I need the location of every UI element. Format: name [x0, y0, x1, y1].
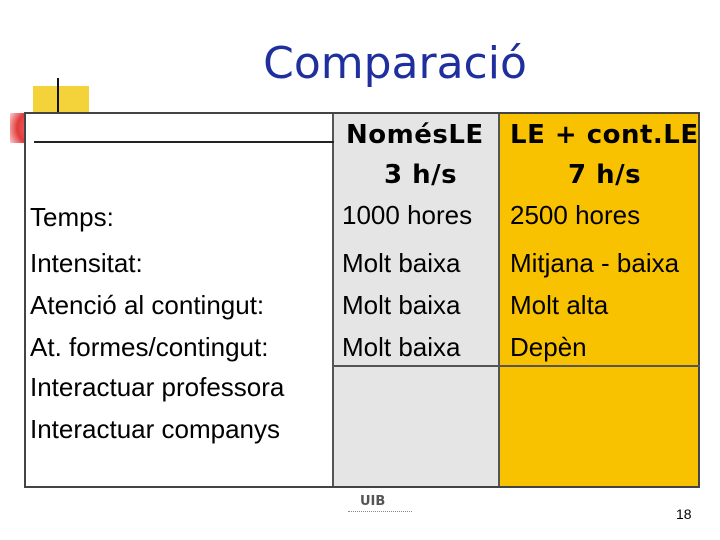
row-label-companys: Interactuar companys	[30, 414, 281, 444]
row-label-professora: Interactuar professora	[30, 372, 285, 402]
uib-logo-subline	[348, 511, 412, 515]
comparison-table	[24, 112, 700, 488]
row-label-atencio: Atenció al contingut:	[30, 290, 265, 320]
cell-intensitat-nomes-le: Molt baixa	[342, 248, 461, 278]
header-nomes-le: NomésLE	[346, 120, 484, 150]
cell-formes-nomes-le: Molt baixa	[342, 332, 461, 362]
uib-logo	[344, 494, 412, 520]
table-divider-vertical-1	[332, 114, 334, 486]
row-label-formes: At. formes/contingut:	[30, 332, 269, 362]
table-divider-horizontal	[332, 365, 700, 367]
cell-temps-le-cont: 2500 hores	[510, 200, 641, 230]
cell-atencio-le-cont: Molt alta	[510, 290, 609, 320]
slide-title: Comparació	[263, 38, 527, 89]
cell-intensitat-le-cont: Mitjana - baixa	[510, 248, 680, 278]
decorative-horizontal-line	[34, 141, 334, 143]
table-divider-vertical-2	[498, 114, 500, 486]
header-nomes-le-hours: 3 h/s	[384, 160, 458, 190]
page-number: 18	[676, 506, 692, 522]
header-le-cont-le: LE + cont.LE	[510, 120, 699, 150]
cell-atencio-nomes-le: Molt baixa	[342, 290, 461, 320]
row-label-intensitat: Intensitat:	[30, 248, 143, 278]
header-le-cont-le-hours: 7 h/s	[568, 160, 642, 190]
cell-formes-le-cont: Depèn	[510, 332, 587, 362]
row-label-temps: Temps:	[30, 202, 114, 232]
cell-temps-nomes-le: 1000 hores	[342, 200, 473, 230]
uib-logo-text: UIB	[360, 494, 386, 509]
